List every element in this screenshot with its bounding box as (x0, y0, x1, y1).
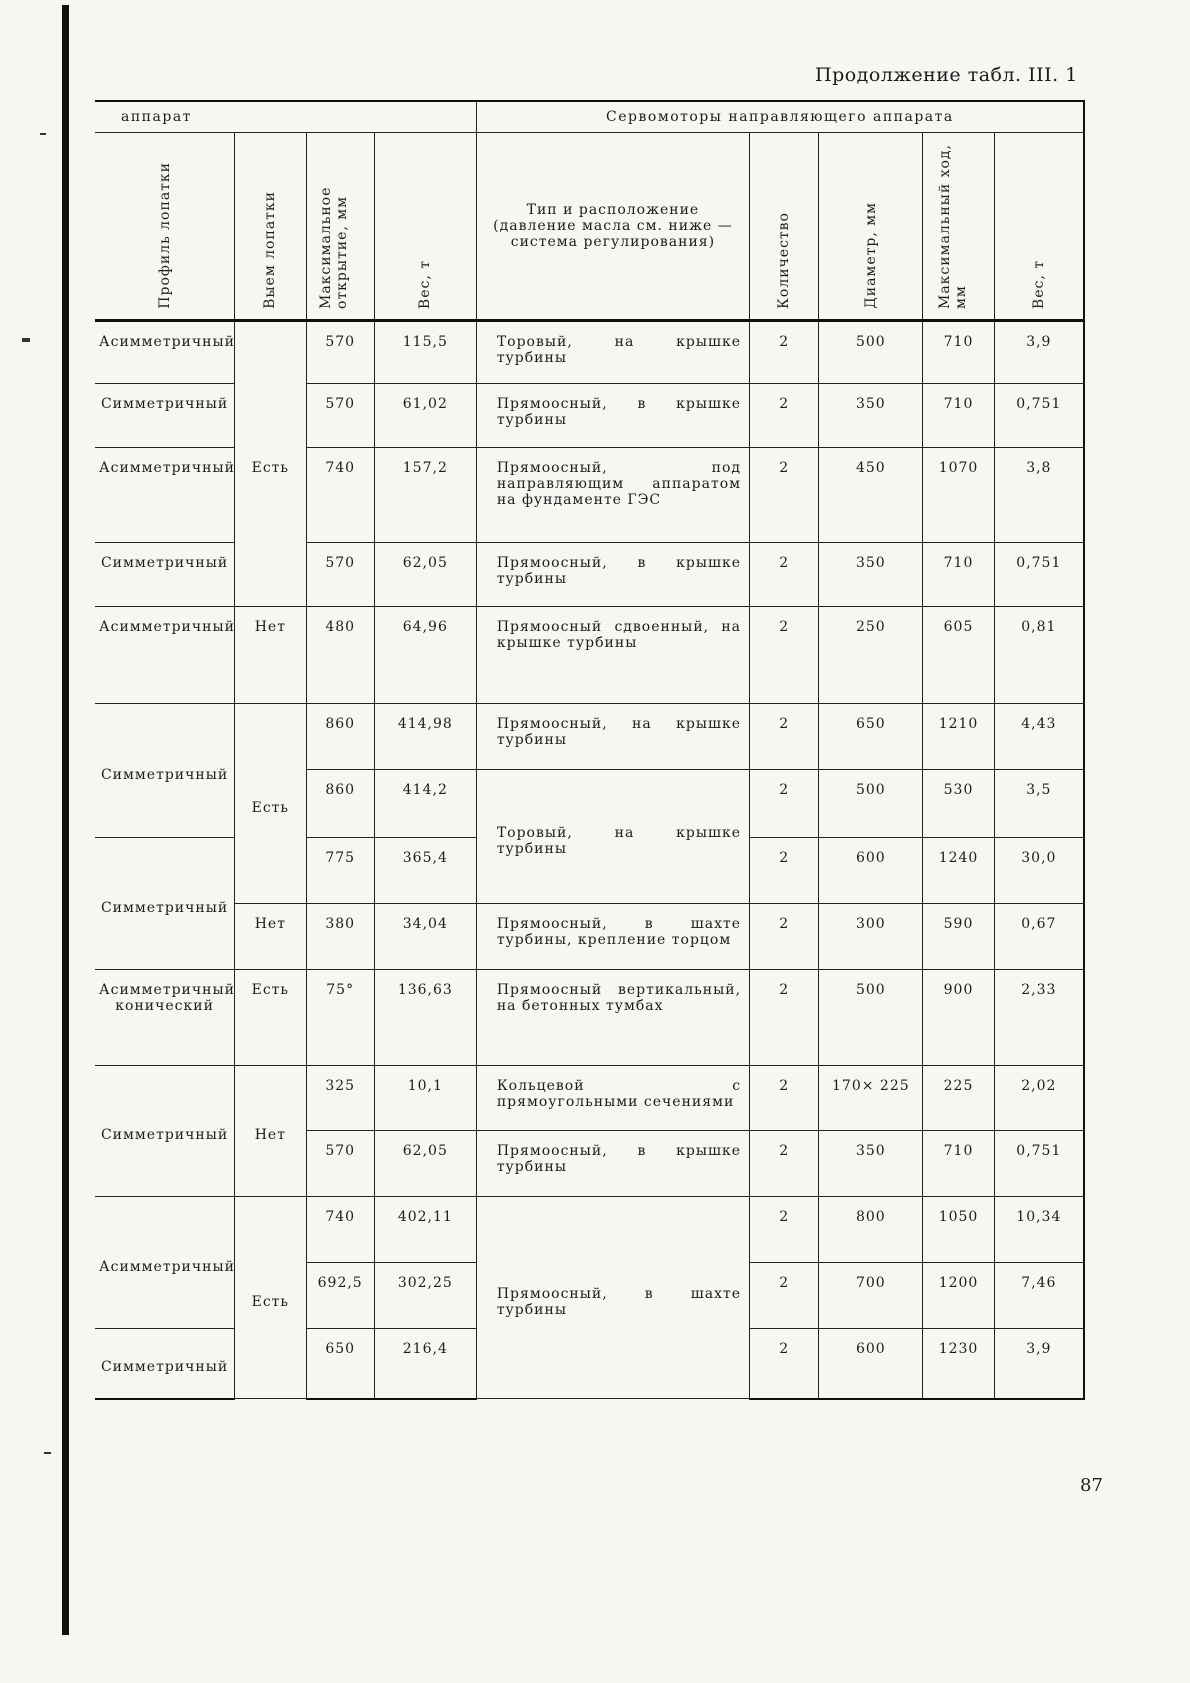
count-cell: 2 (750, 1263, 819, 1329)
count-cell: 2 (750, 384, 819, 448)
profile-cell: Асимметричный (95, 1197, 235, 1329)
stroke-cell: 710 (923, 1131, 994, 1197)
column-header-label: Профиль лопатки (156, 162, 173, 309)
opening-cell: 380 (306, 904, 374, 970)
weight-cell: 10,1 (374, 1066, 476, 1131)
margin-mark (40, 133, 46, 135)
opening-cell: 325 (306, 1066, 374, 1131)
stroke-cell: 1210 (923, 704, 994, 770)
servo-type-cell: Прямоосный, под направляющим аппаратом на фундаменте ГЭС (476, 448, 749, 543)
opening-cell: 740 (306, 1197, 374, 1263)
servo-weight-cell: 0,751 (994, 543, 1084, 607)
table-row (95, 607, 1084, 704)
servo-type-cell: Прямоосный сдвоенный, на крышке турбины (476, 607, 749, 704)
count-cell: 2 (750, 1197, 819, 1263)
column-header (476, 133, 749, 321)
opening-cell: 860 (306, 770, 374, 838)
count-cell: 2 (750, 770, 819, 838)
diameter-cell: 500 (819, 770, 923, 838)
group-header-servomotors: Сервомоторы направляющего аппарата (476, 101, 1084, 133)
column-header (95, 133, 235, 321)
count-cell: 2 (750, 321, 819, 384)
diameter-cell: 300 (819, 904, 923, 970)
servo-type-cell: Прямоосный, в шахте турбины (476, 1197, 749, 1399)
column-header-label: Вес, т (417, 259, 434, 309)
stroke-cell: 225 (923, 1066, 994, 1131)
table-row (95, 970, 1084, 1066)
servo-type-cell: Кольцевой с прямоугольными сечениями (476, 1066, 749, 1131)
stroke-cell: 1070 (923, 448, 994, 543)
profile-cell: Симметричный (95, 384, 235, 448)
diameter-cell: 600 (819, 838, 923, 904)
opening-cell: 692,5 (306, 1263, 374, 1329)
opening-cell: 75° (306, 970, 374, 1066)
column-header-label: Максимальный ход, мм (936, 143, 969, 309)
weight-cell: 365,4 (374, 838, 476, 904)
servo-weight-cell: 3,9 (994, 1329, 1084, 1399)
servo-type-cell: Прямоосный, на крышке турбины (476, 704, 749, 770)
servo-weight-cell: 0,751 (994, 1131, 1084, 1197)
column-header (923, 133, 994, 321)
column-header-label: Выем лопатки (262, 191, 279, 309)
profile-cell: Асимметричный (95, 607, 235, 704)
stroke-cell: 1200 (923, 1263, 994, 1329)
count-cell: 2 (750, 607, 819, 704)
diameter-cell: 250 (819, 607, 923, 704)
diameter-cell: 500 (819, 321, 923, 384)
diameter-cell: 350 (819, 1131, 923, 1197)
diameter-cell: 650 (819, 704, 923, 770)
book-binding-edge (62, 5, 69, 1635)
margin-mark (44, 1452, 51, 1454)
servo-weight-cell: 30,0 (994, 838, 1084, 904)
column-header-label: Вес, т (1030, 259, 1047, 309)
servo-weight-cell: 4,43 (994, 704, 1084, 770)
weight-cell: 115,5 (374, 321, 476, 384)
notch-cell: Есть (235, 1197, 306, 1399)
stroke-cell: 530 (923, 770, 994, 838)
weight-cell: 302,25 (374, 1263, 476, 1329)
diameter-cell: 350 (819, 384, 923, 448)
opening-cell: 480 (306, 607, 374, 704)
servo-type-cell: Торовый, на крышке турбины (476, 321, 749, 384)
count-cell: 2 (750, 448, 819, 543)
weight-cell: 136,63 (374, 970, 476, 1066)
profile-cell: Симметричный (95, 704, 235, 838)
notch-cell: Есть (235, 321, 306, 607)
count-cell: 2 (750, 1131, 819, 1197)
diameter-cell: 800 (819, 1197, 923, 1263)
opening-cell: 570 (306, 543, 374, 607)
count-cell: 2 (750, 970, 819, 1066)
servo-weight-cell: 3,9 (994, 321, 1084, 384)
count-cell: 2 (750, 904, 819, 970)
servo-weight-cell: 10,34 (994, 1197, 1084, 1263)
servo-weight-cell: 0,67 (994, 904, 1084, 970)
weight-cell: 64,96 (374, 607, 476, 704)
opening-cell: 740 (306, 448, 374, 543)
count-cell: 2 (750, 838, 819, 904)
count-cell: 2 (750, 1066, 819, 1131)
diameter-cell: 500 (819, 970, 923, 1066)
opening-cell: 650 (306, 1329, 374, 1399)
servo-type-cell: Прямоосный, в крышке турбины (476, 1131, 749, 1197)
stroke-cell: 605 (923, 607, 994, 704)
opening-cell: 570 (306, 1131, 374, 1197)
servo-type-cell: Торовый, на крышке турбины (476, 770, 749, 904)
count-cell: 2 (750, 543, 819, 607)
opening-cell: 570 (306, 321, 374, 384)
column-header (994, 133, 1084, 321)
column-header-label: Максимальное открытие, мм (318, 186, 351, 309)
opening-cell: 860 (306, 704, 374, 770)
profile-cell: Асимметричный (95, 448, 235, 543)
table-row (95, 1197, 1084, 1263)
stroke-cell: 1230 (923, 1329, 994, 1399)
count-cell: 2 (750, 704, 819, 770)
column-header (235, 133, 306, 321)
servo-weight-cell: 3,8 (994, 448, 1084, 543)
stroke-cell: 710 (923, 543, 994, 607)
stroke-cell: 1240 (923, 838, 994, 904)
profile-cell: Симметричный (95, 1066, 235, 1197)
diameter-cell: 700 (819, 1263, 923, 1329)
servo-weight-cell: 0,751 (994, 384, 1084, 448)
weight-cell: 34,04 (374, 904, 476, 970)
profile-cell: Асимметричный (95, 321, 235, 384)
notch-cell: Нет (235, 607, 306, 704)
count-cell: 2 (750, 1329, 819, 1399)
stroke-cell: 710 (923, 384, 994, 448)
diameter-cell: 450 (819, 448, 923, 543)
margin-mark (22, 338, 30, 342)
column-header (819, 133, 923, 321)
opening-cell: 570 (306, 384, 374, 448)
column-header-label: Диаметр, мм (862, 202, 879, 309)
weight-cell: 61,02 (374, 384, 476, 448)
page-number: 87 (1080, 1475, 1103, 1496)
notch-cell: Нет (235, 1066, 306, 1197)
stroke-cell: 590 (923, 904, 994, 970)
weight-cell: 157,2 (374, 448, 476, 543)
column-header (306, 133, 374, 321)
notch-cell: Есть (235, 970, 306, 1066)
table-row (95, 904, 1084, 970)
weight-cell: 402,11 (374, 1197, 476, 1263)
diameter-cell: 350 (819, 543, 923, 607)
notch-cell: Есть (235, 704, 306, 904)
profile-cell: Асимметричный конический (95, 970, 235, 1066)
turbine-table (95, 100, 1085, 1400)
servo-weight-cell: 2,33 (994, 970, 1084, 1066)
servo-type-cell: Прямоосный, в шахте турбины, крепление торцом (476, 904, 749, 970)
profile-cell: Симметричный (95, 838, 235, 970)
profile-cell: Симметричный (95, 1329, 235, 1399)
stroke-cell: 710 (923, 321, 994, 384)
table-row (95, 1066, 1084, 1131)
column-header (750, 133, 819, 321)
stroke-cell: 1050 (923, 1197, 994, 1263)
servo-type-cell: Прямоосный вертикальный, на бетонных тумбах (476, 970, 749, 1066)
servo-type-cell: Прямоосный, в крышке турбины (476, 543, 749, 607)
continuation-title: Продолжение табл. III. 1 (815, 64, 1078, 86)
diameter-cell: 600 (819, 1329, 923, 1399)
servo-type-cell: Прямоосный, в крышке турбины (476, 384, 749, 448)
servo-weight-cell: 3,5 (994, 770, 1084, 838)
diameter-cell: 170× 225 (819, 1066, 923, 1131)
servo-weight-cell: 0,81 (994, 607, 1084, 704)
stroke-cell: 900 (923, 970, 994, 1066)
table-row (95, 321, 1084, 384)
table-row (95, 704, 1084, 770)
servo-weight-cell: 7,46 (994, 1263, 1084, 1329)
profile-cell: Симметричный (95, 543, 235, 607)
weight-cell: 414,2 (374, 770, 476, 838)
group-header-apparatus: аппарат (95, 101, 476, 133)
weight-cell: 414,98 (374, 704, 476, 770)
opening-cell: 775 (306, 838, 374, 904)
weight-cell: 62,05 (374, 1131, 476, 1197)
column-header (374, 133, 476, 321)
column-header-label: Количество (776, 212, 793, 309)
notch-cell: Нет (235, 904, 306, 970)
column-header-label: Тип и расположение (давление масла см. ниже — система регулирования) (493, 201, 733, 251)
weight-cell: 62,05 (374, 543, 476, 607)
weight-cell: 216,4 (374, 1329, 476, 1399)
servo-weight-cell: 2,02 (994, 1066, 1084, 1131)
